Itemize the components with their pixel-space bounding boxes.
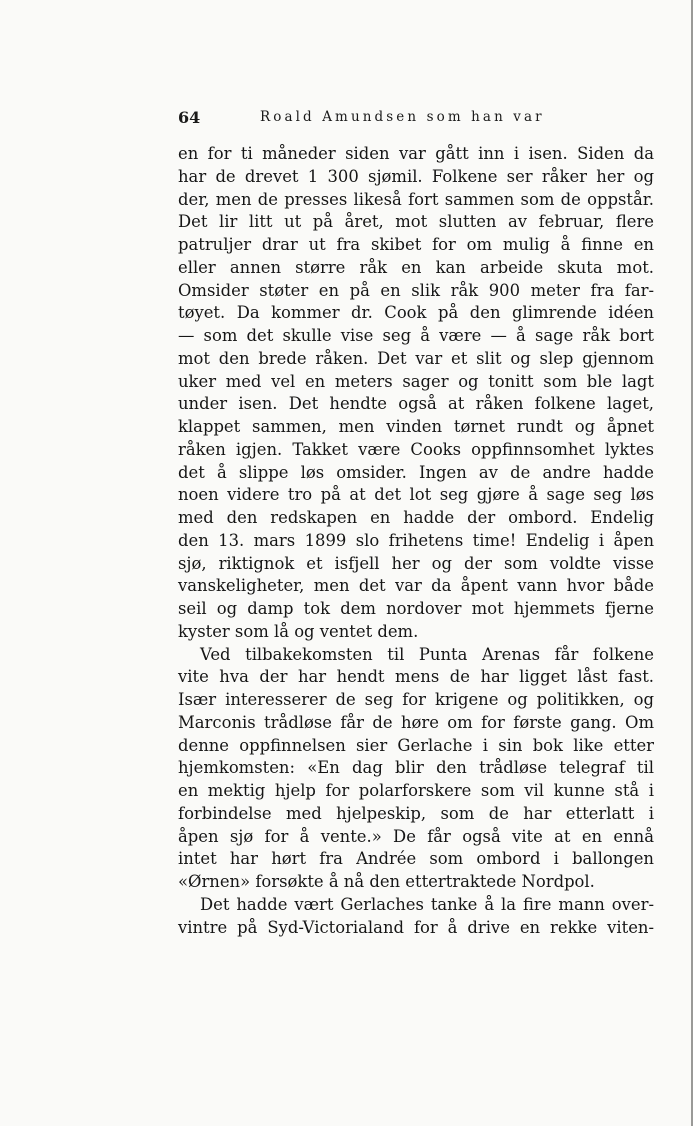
- text-line: med den redskapen en hadde der ombord. Endelig: [178, 508, 654, 527]
- text-line: forbindelse med hjelpeskip, som de har etterlatt i: [178, 803, 654, 823]
- text-line: råken igjen. Takket være Cooks oppfinnsomhet lyktes: [178, 439, 654, 459]
- text-line: Det hadde vært Gerlaches tanke å la fire mann over-: [200, 894, 654, 914]
- text-line: mot den brede råken. Det var et slit og slep gjennom: [178, 348, 654, 368]
- page-header: [178, 108, 654, 130]
- text-line: Især interesserer de seg for krigene og politikken, og: [178, 690, 654, 709]
- text-line: noen videre tro på at det lot seg gjøre å sage seg løs: [178, 485, 654, 505]
- text-line: Ved tilbakekomsten til Punta Arenas får folkene: [200, 644, 654, 664]
- text-line: intet har hørt fra Andrée som ombord i ballongen: [178, 849, 654, 869]
- text-line: klappet sammen, men vinden tørnet rundt og åpnet: [178, 417, 654, 436]
- text-line: denne oppfinnelsen sier Gerlache i sin bok like etter: [178, 735, 654, 755]
- text-line: — som det skulle vise seg å være — å sage råk bort: [178, 326, 654, 345]
- text-line: Omsider støter en på en slik råk 900 meter fra far-: [178, 280, 654, 300]
- text-line: det å slippe løs omsider. Ingen av de andre hadde: [178, 462, 654, 482]
- text-line: en mektig hjelp for polarforskere som vil kunne stå i: [178, 781, 654, 800]
- text-line: den 13. mars 1899 slo frihetens time! Endelig i åpen: [178, 530, 654, 550]
- text-line: har de drevet 1 300 sjømil. Folkene ser råker her og: [178, 166, 654, 186]
- text-line: vintre på Syd-Victorialand for å drive en rekke viten-: [178, 917, 654, 937]
- page-number: 64: [178, 108, 201, 127]
- text-line: hjemkomsten: «En dag blir den trådløse telegraf til: [178, 758, 654, 778]
- text-line: vanskeligheter, men det var da åpent vann hvor både: [178, 576, 654, 596]
- text-line: under isen. Det hendte også at råken folkene laget,: [178, 394, 654, 414]
- text-line: «Ørnen» forsøkte å nå den ettertraktede Nordpol.: [178, 872, 595, 891]
- text-line: eller annen større råk en kan arbeide skuta mot.: [178, 257, 654, 277]
- text-line: åpen sjø for å vente.» De får også vite at en ennå: [178, 826, 654, 846]
- text-line: Marconis trådløse får de høre om for første gang. Om: [178, 712, 654, 732]
- text-line: tøyet. Da kommer dr. Cook på den glimrende idéen: [178, 303, 654, 323]
- text-line: en for ti måneder siden var gått inn i isen. Siden da: [178, 144, 654, 163]
- text-line: der, men de presses likeså fort sammen som de oppstår.: [178, 189, 654, 209]
- text-line: uker med vel en meters sager og tonitt som ble lagt: [178, 371, 654, 391]
- text-line: kyster som lå og ventet dem.: [178, 621, 419, 641]
- running-title: Roald Amundsen som han var: [260, 109, 545, 125]
- text-line: patruljer drar ut fra skibet for om mulig å finne en: [178, 235, 654, 254]
- text-line: Det lir litt ut på året, mot slutten av februar, flere: [178, 212, 654, 232]
- body-text: [178, 143, 654, 939]
- text-line: vite hva der har hendt mens de har ligget låst fast.: [178, 667, 654, 687]
- text-line: seil og damp tok dem nordover mot hjemmets fjerne: [178, 599, 654, 618]
- text-line: sjø, riktignok et isfjell her og der som voldte visse: [178, 553, 654, 573]
